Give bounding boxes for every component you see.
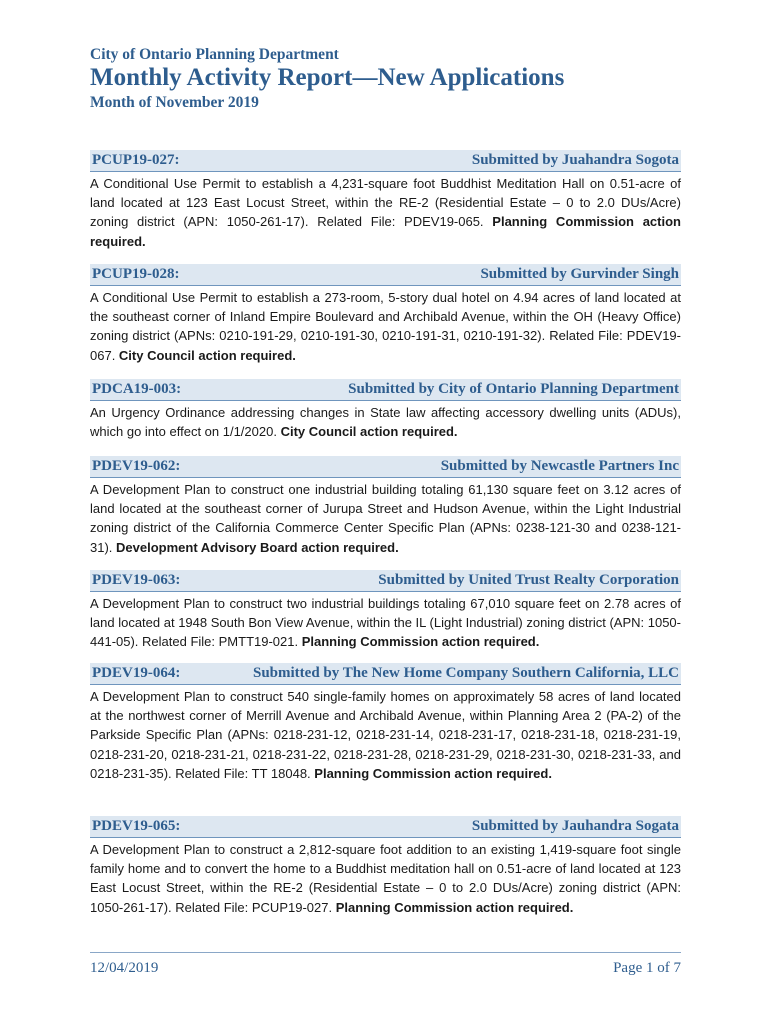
entry-header bbox=[90, 663, 681, 685]
entry-header bbox=[90, 816, 681, 838]
entry-header bbox=[90, 150, 681, 172]
report-period: Month of November 2019 bbox=[90, 94, 259, 111]
application-id: PDEV19-062: bbox=[92, 458, 181, 474]
submitted-by: Submitted by Gurvinder Singh bbox=[480, 266, 679, 282]
entry-header bbox=[90, 456, 681, 478]
application-description bbox=[90, 480, 681, 557]
application-description bbox=[90, 840, 681, 917]
description-text: A Conditional Use Permit to establish a 4,231-square foot Buddhist Meditation Hall on 0.51-acre of land located at 123 East Locust Street, within the RE-2 (Residential Estate – 0 to 2.0 DUs/Acre) zoning district (APN: 1050-261-17). Related File: PDEV19-065. bbox=[90, 176, 681, 230]
application-entry bbox=[90, 816, 681, 917]
application-entry bbox=[90, 663, 681, 783]
application-id: PDEV19-065: bbox=[92, 818, 181, 834]
entry-header bbox=[90, 264, 681, 286]
description-text: An Urgency Ordinance addressing changes in State law affecting accessory dwelling units (ADUs), which go into effect on 1/1/2020. bbox=[90, 405, 681, 440]
application-description bbox=[90, 687, 681, 783]
application-entry bbox=[90, 150, 681, 251]
description-text: A Development Plan to construct one industrial building totaling 61,130 square feet on 3.12 acres of land located at the southeast corner of Jurupa Street and Hudson Avenue, within the Light Industrial zoning district of the California Commerce Center Specific Plan (APNs: 0238-121-30 and 0238-121-31). bbox=[90, 482, 681, 555]
application-description bbox=[90, 288, 681, 365]
submitted-by: Submitted by Newcastle Partners Inc bbox=[440, 458, 679, 474]
action-required: Planning Commission action required. bbox=[90, 214, 681, 249]
submitted-by: Submitted by United Trust Realty Corporation bbox=[378, 572, 679, 588]
report-title: Monthly Activity Report—New Applications bbox=[90, 64, 565, 91]
submitted-by: Submitted by Juahandra Sogota bbox=[471, 152, 679, 168]
description-text: A Development Plan to construct a 2,812-square foot addition to an existing 1,419-square foot single family home and to convert the home to a Buddhist meditation hall on 0.51-acre of land located at 123 East Locust Street, within the RE-2 (Residential Estate – 0 to 2.0 DUs/Acre) zoning district (APN: 1050-261-17). Related File: PCUP19-027. bbox=[90, 842, 681, 915]
application-id: PDCA19-003: bbox=[92, 381, 182, 397]
department-name: City of Ontario Planning Department bbox=[90, 46, 339, 63]
application-id: PDEV19-063: bbox=[92, 572, 181, 588]
entry-header bbox=[90, 570, 681, 592]
action-required: City Council action required. bbox=[280, 424, 458, 440]
action-required: City Council action required. bbox=[118, 347, 296, 363]
application-description bbox=[90, 174, 681, 251]
submitted-by: Submitted by Jauhandra Sogata bbox=[471, 818, 679, 834]
action-required: Planning Commission action required. bbox=[314, 765, 552, 781]
application-description bbox=[90, 594, 681, 652]
entry-header bbox=[90, 379, 681, 401]
application-id: PCUP19-028: bbox=[92, 266, 180, 282]
page-number: Page 1 of 7 bbox=[613, 960, 681, 976]
application-id: PCUP19-027: bbox=[92, 152, 180, 168]
action-required: Development Advisory Board action required. bbox=[116, 539, 399, 555]
application-description bbox=[90, 403, 681, 441]
application-id: PDEV19-064: bbox=[92, 665, 181, 681]
footer-date: 12/04/2019 bbox=[90, 960, 159, 976]
application-entry bbox=[90, 379, 681, 441]
description-text: A Development Plan to construct 540 single-family homes on approximately 58 acres of land located at the northwest corner of Merrill Avenue and Archibald Avenue, within Planning Area 2 (PA-2) of the Parkside Specific Plan (APNs: 0218-231-12, 0218-231-14, 0218-231-17, 0218-231-18, 0218-231-19, 0218-231-20, 0218-231-21, 0218-231-22, 0218-231-28, 0218-231-29, 0218-231-30, 0218-231-33, and 0218-231-35). Related File: TT 18048. bbox=[90, 689, 681, 781]
application-entry bbox=[90, 570, 681, 652]
application-entry bbox=[90, 456, 681, 557]
submitted-by: Submitted by The New Home Company Southern California, LLC bbox=[252, 665, 679, 681]
footer-divider bbox=[90, 952, 681, 953]
action-required: Planning Commission action required. bbox=[335, 899, 574, 915]
description-text: A Conditional Use Permit to establish a 273-room, 5-story dual hotel on 4.94 acres of land located at the southeast corner of Inland Empire Boulevard and Archibald Avenue, within the OH (Heavy Office) zoning district (APNs: 0210-191-29, 0210-191-30, 0210-191-31, 0210-191-32). Related File: PDEV19-067. bbox=[90, 290, 681, 363]
action-required: Planning Commission action required. bbox=[301, 634, 540, 650]
application-entry bbox=[90, 264, 681, 365]
submitted-by: Submitted by City of Ontario Planning Department bbox=[348, 381, 679, 397]
description-text: A Development Plan to construct two industrial buildings totaling 67,010 square feet on 2.78 acres of land located at 1948 South Bon View Avenue, within the IL (Light Industrial) zoning district (APN: 1050-441-05). Related File: PMTT19-021. bbox=[90, 596, 681, 650]
